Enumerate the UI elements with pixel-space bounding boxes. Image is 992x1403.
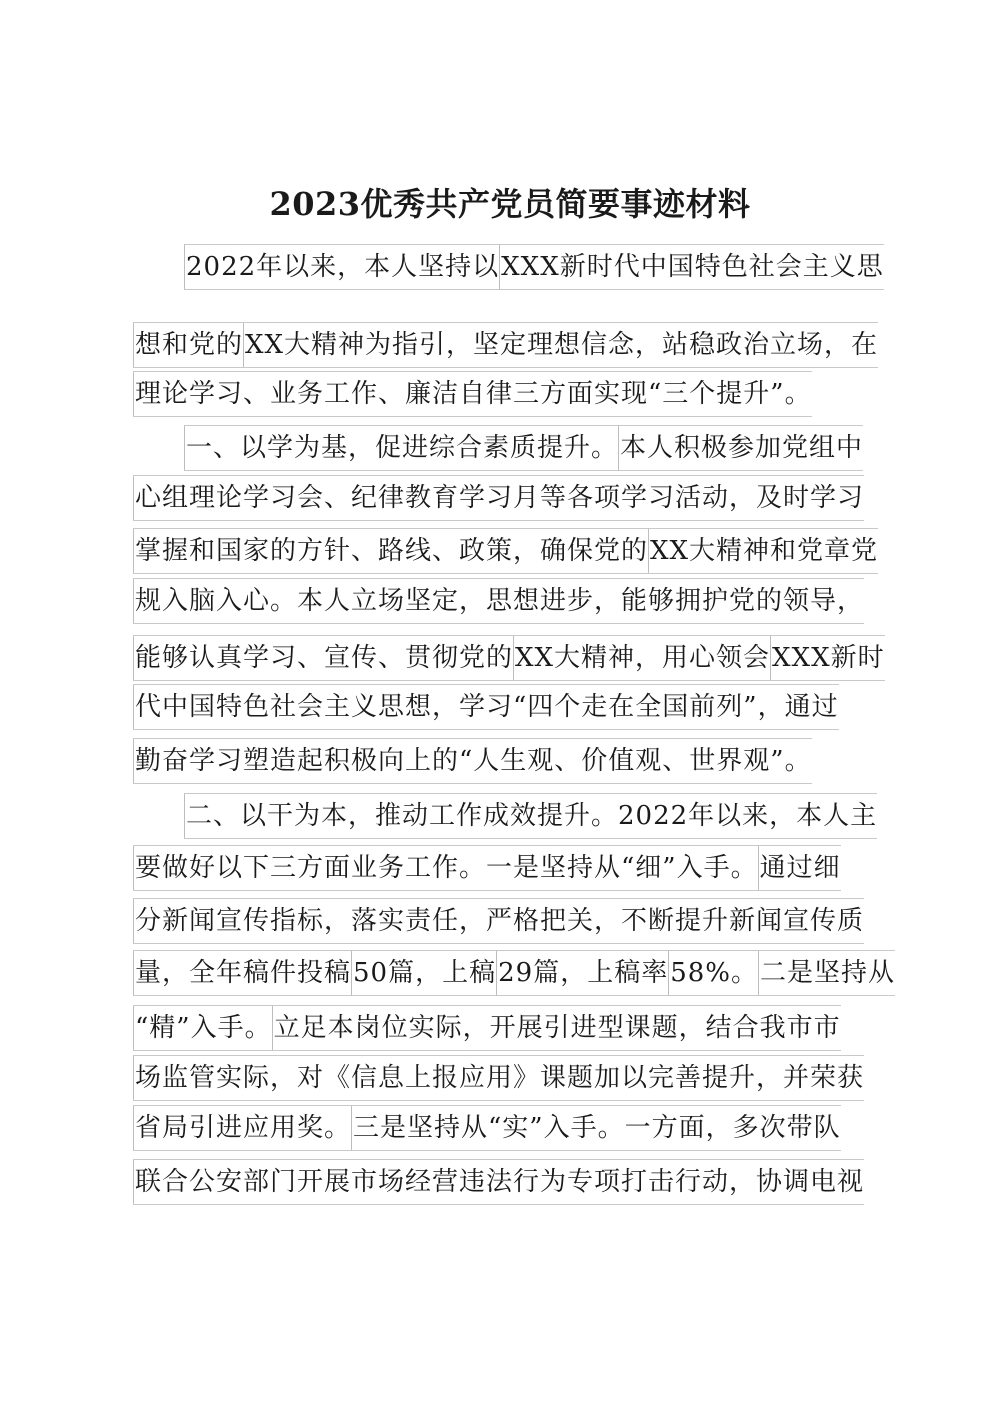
text-line	[133, 684, 839, 730]
text-segment: XXX新时	[770, 636, 885, 680]
text-line	[133, 371, 812, 417]
text-segment: 掌握和国家的方针、路线、政策，确保党的	[133, 529, 648, 573]
text-segment: 要做好以下三方面业务工作。一是坚持从“细”入手。	[133, 846, 758, 890]
text-segment: 二是坚持从	[758, 951, 895, 995]
text-line	[133, 635, 885, 681]
text-segment: 理论学习、业务工作、廉洁自律三方面实现“三个提升”。	[133, 372, 812, 416]
text-segment: 本人积极参加党组中	[618, 426, 863, 470]
text-segment: 勤奋学习塑造起积极向上的“人生观、价值观、世界观”。	[133, 739, 812, 783]
text-line	[184, 793, 877, 839]
text-line	[133, 950, 895, 996]
text-segment: 二、以干为本，推动工作成效提升。2022年以来，本人主	[184, 794, 877, 838]
text-segment: “精”入手。	[133, 1006, 272, 1050]
text-line	[133, 845, 841, 891]
text-line	[184, 425, 863, 471]
text-line	[133, 1005, 841, 1051]
text-segment: 29篇，上稿率	[496, 951, 668, 995]
document-title: 2023优秀共产党员简要事迹材料	[269, 185, 751, 223]
text-line	[133, 1055, 864, 1101]
text-line	[133, 1159, 864, 1205]
text-segment: 省局引进应用奖。	[133, 1106, 351, 1150]
text-segment: 联合公安部门开展市场经营违法行为专项打击行动，协调电视	[133, 1160, 864, 1204]
text-segment: 立足本岗位实际，开展引进型课题，结合我市市	[272, 1006, 841, 1050]
text-segment: 一、以学为基，促进综合素质提升。	[184, 426, 618, 470]
text-line	[133, 578, 864, 624]
text-line	[133, 322, 878, 368]
text-segment: 2022年以来，本人坚持以	[184, 245, 499, 289]
text-segment: XXX新时代中国特色社会主义思	[499, 245, 884, 289]
text-line	[133, 475, 864, 521]
text-segment: 规入脑入心。本人立场坚定，思想进步，能够拥护党的领导，	[133, 579, 864, 623]
text-line	[184, 244, 884, 290]
text-segment: 分新闻宣传指标，落实责任，严格把关，不断提升新闻宣传质	[133, 899, 864, 943]
text-segment: 能够认真学习、宣传、贯彻党的	[133, 636, 513, 680]
text-segment: 通过细	[758, 846, 841, 890]
text-segment: 50篇，上稿	[351, 951, 496, 995]
text-segment: XX大精神和党章党	[648, 529, 878, 573]
text-segment: XX大精神为指引，坚定理想信念，站稳政治立场，在	[243, 323, 878, 367]
text-line	[133, 1105, 841, 1151]
text-segment: 场监管实际，对《信息上报应用》课题加以完善提升，并荣获	[133, 1056, 864, 1100]
text-segment: 58%。	[668, 951, 758, 995]
text-line	[133, 738, 812, 784]
text-segment: 量，全年稿件投稿	[133, 951, 351, 995]
text-segment: 心组理论学习会、纪律教育学习月等各项学习活动，及时学习	[133, 476, 864, 520]
text-segment: 三是坚持从“实”入手。一方面，多次带队	[351, 1106, 841, 1150]
text-segment: 想和党的	[133, 323, 243, 367]
text-line	[133, 898, 864, 944]
text-segment: XX大精神，用心领会	[513, 636, 770, 680]
text-segment: 代中国特色社会主义思想，学习“四个走在全国前列”，通过	[133, 685, 839, 729]
text-line	[133, 528, 878, 574]
